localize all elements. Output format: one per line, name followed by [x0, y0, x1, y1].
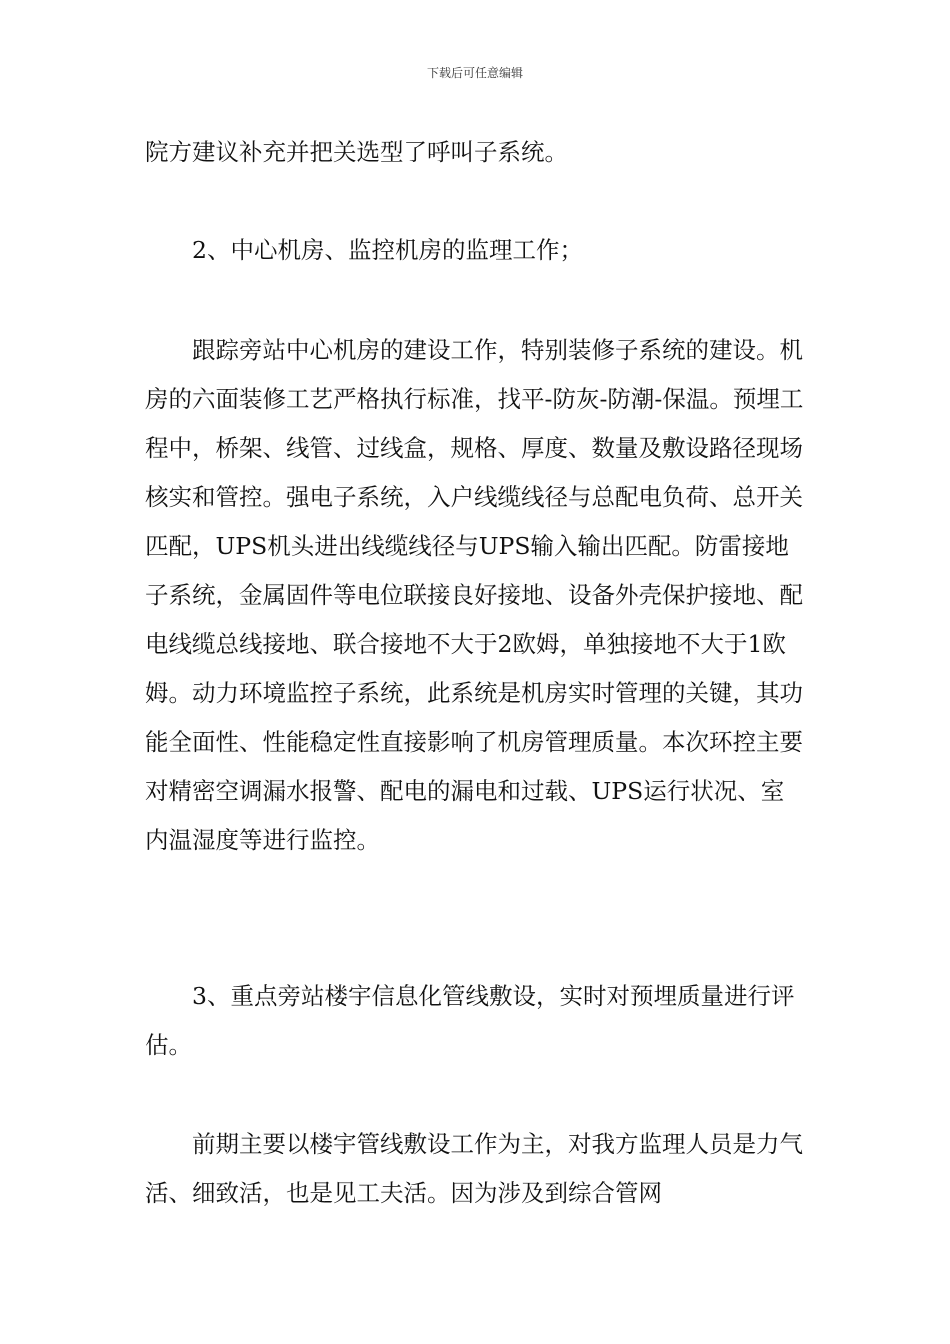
paragraph-continuation: 院方建议补充并把关选型了呼叫子系统。	[145, 138, 568, 166]
paragraph-pipeline-work: 前期主要以楼宇管线敷设工作为主，对我方监理人员是力气活、细致活，也是见工夫活。因为涉及到综合管网	[145, 1130, 803, 1207]
paragraph-machine-room: 跟踪旁站中心机房的建设工作，特别装修子系统的建设。机房的六面装修工艺严格执行标准，找平-防灰-防潮-保温。预埋工程中，桥架、线管、过线盒，规格、厚度、数量及敷设路径现场核实和管控。强电子系统，入户线缆线径与总配电负荷、总开关匹配，UPS机头进出线缆线径与UPS输入输出匹配。防雷接地子系统，金属固件等电位联接良好接地、设备外壳保护接地、配电线缆总线接地、联合接地不大于2欧姆，单独接地不大于1欧姆。动力环境监控子系统，此系统是机房实时管理的关键，其功能全面性、性能稳定性直接影响了机房管理质量。本次环控主要对精密空调漏水报警、配电的漏电和过载、UPS运行状况、室内温湿度等进行监控。	[145, 336, 804, 854]
section-heading-2: 2、中心机房、监控机房的监理工作；	[192, 236, 583, 264]
page-header-note: 下载后可任意编辑	[426, 66, 523, 80]
section-heading-3: 3、重点旁站楼宇信息化管线敷设，实时对预埋质量进行评估。	[145, 982, 795, 1059]
